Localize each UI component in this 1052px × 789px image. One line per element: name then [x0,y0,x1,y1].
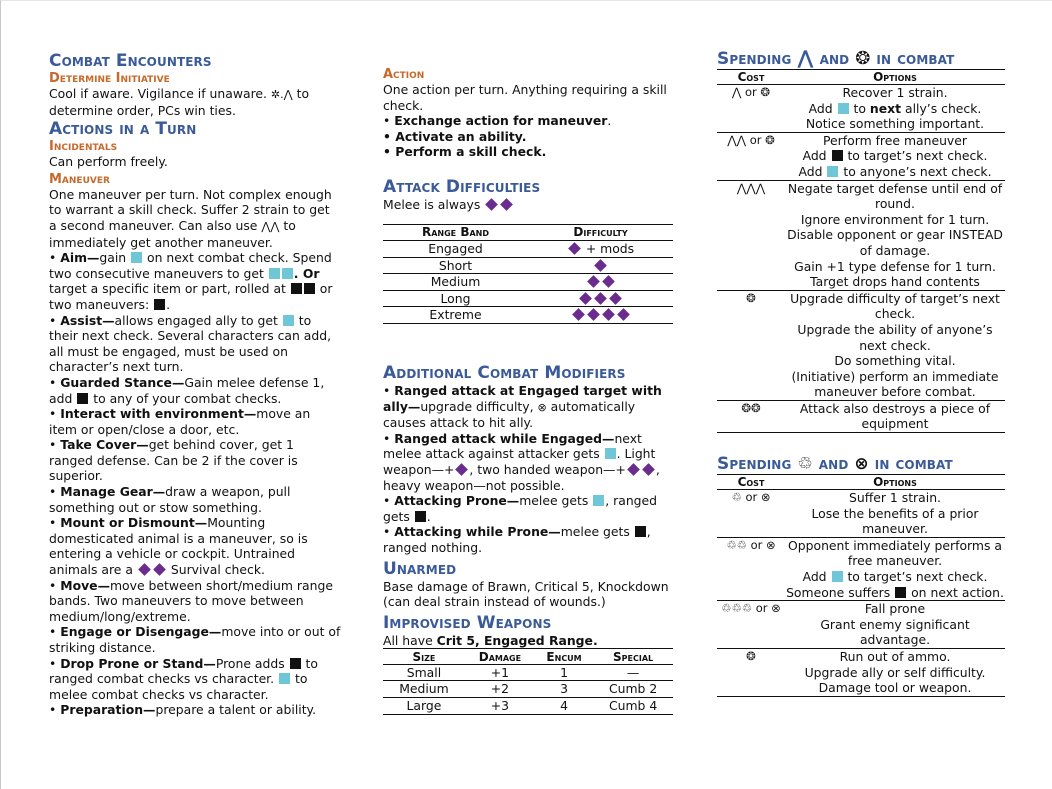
table-row: Engaged + mods [383,241,673,258]
boost-die-icon [827,166,838,177]
range-difficulty-table [383,224,673,324]
boost-die-icon [279,673,290,684]
title-spending-advantage-triumph: Spending ⋀ and ❂ in combat [717,47,955,69]
improvised-text: All have Crit 5, Engaged Range. [383,632,598,648]
difficulty-die-icon [579,292,592,305]
difficulty-die-icon [572,309,585,322]
despair-icon: ⊗ [537,400,547,414]
header-options: Options [785,70,1005,85]
heading-incidentals: Incidentals [49,139,118,155]
title-combat-encounters: Combat Encounters [49,51,212,71]
success-advantage-icon: ✲.⋀ [270,88,293,101]
header-special: Special [613,649,654,664]
table-row: ⋀⋀ or ❂ Perform free maneuver Add to target’s next check. Add to anyone’s next check. [717,132,1005,180]
cost-advantage-or-triumph: ⋀ or ❂ [731,85,771,99]
title-attack-difficulties: Attack Difficulties [383,176,541,197]
action-item-skill-check: • Perform a skill check. [383,144,547,160]
boost-die-icon [131,252,142,263]
header-options: Options [785,475,1005,490]
header-cost: Cost [717,70,785,85]
difficulty-die-icon [594,292,607,305]
boost-die-icon [605,448,616,459]
title-spending-threat-despair: Spending ♲ and ⊗ in combat [717,454,953,475]
maneuver-manage-gear: • Manage Gear—draw a weapon, pull something out or stow something. [49,484,291,515]
difficulty-die-icon [627,463,640,476]
maneuver-aim: • Aim—gain on next combat check. Spend two consecutive maneuvers to get . Or target a specific item or part, rolled at or two maneuvers: . [49,250,333,312]
difficulty-die-icon [456,463,469,476]
difficulty-die-icon [617,309,630,322]
maneuver-mount: • Mount or Dismount—Mounting domesticated animal is a maneuver, so is entering a vehicle or cockpit. Untrained animals are a Survival check. [49,515,308,578]
difficulty-die-icon [642,463,655,476]
header-difficulty: Difficulty [573,225,628,240]
cost-despair: ❂ [746,649,756,663]
header-cost: Cost [717,475,785,490]
column-left [49,52,341,718]
difficulty-die-icon [485,198,498,211]
boost-die-icon [282,268,293,279]
setback-die-icon [154,299,165,310]
difficulty-die-icon [594,259,607,272]
setback-die-icon [290,658,301,669]
cost-three-threat-or-despair: ♲♲♲ or ⊗ [721,601,781,616]
unarmed-text: Base damage of Brawn, Critical 5, Knockdown (can deal strain instead of wounds.) [383,578,669,610]
heading-determine-initiative: Determine Initiative [49,71,170,86]
difficulty-die-icon [587,309,600,322]
difficulty-die-icon [138,563,151,576]
header-encum: Encum [546,649,582,664]
boost-die-icon [838,103,849,114]
table-row: ♲ or ⊗ Suffer 1 strain. Lose the benefits of a prior maneuver. [717,490,1005,538]
header-range-band: Range Band [421,225,489,240]
advantage-icon: ⋀ [797,47,814,69]
title-unarmed: Unarmed [383,558,457,579]
initiative-text: Cool if aware. Vigilance if unaware. ✲.⋀ to determine order, PCs win ties. [49,86,310,118]
maneuver-take-cover: • Take Cover—get behind cover, get 1 ranged defense. Can be 2 if the cover is superior. [49,437,298,484]
difficulty-die-icon [587,275,600,288]
maneuver-intro: One maneuver per turn. Not complex enough to warrant a skill check. Suffer 2 strain to get a second maneuver. Can also use ⋀⋀ to immediately get another maneuver. [49,186,332,250]
difficulty-die-icon [153,563,166,576]
improvised-weapons-table [383,648,673,714]
title-actions-in-a-turn: Actions in a Turn [49,119,197,140]
setback-die-icon [304,283,315,294]
maneuver-guarded-stance: • Guarded Stance—Gain melee defense 1, add to any of your combat checks. [49,374,325,406]
action-text: One action per turn. Anything requiring a skill check. [383,82,667,113]
table-row: ♲♲ or ⊗ Opponent immediately performs a free maneuver. Add to target’s next check. Someone suffers on next action. [717,537,1005,600]
difficulty-die-icon [568,242,581,255]
header-damage: Damage [478,649,522,664]
advantage-icon: ⋀⋀ [261,219,280,233]
column-right [717,49,1005,697]
table-row: Small +1 1 — [383,664,673,681]
title-additional-modifiers: Additional Combat Modifiers [383,363,626,384]
setback-die-icon [415,511,426,522]
boost-die-icon [593,495,604,506]
modifier-ranged-engaged-ally: • Ranged attack at Engaged target with ally—upgrade difficulty, ⊗ automatically causes attack to hit ally. [383,383,662,431]
table-row: ❂❂ Attack also destroys a piece of equipment [717,400,1005,432]
maneuver-move: • Move—move between short/medium range bands. Two maneuvers to move between medium/long/extreme. [49,577,333,624]
setback-die-icon [77,393,88,404]
cost-two-threat-or-despair: ♲♲ or ⊗ [726,537,776,552]
table-row: Large +3 4 Cumb 4 [383,698,673,715]
setback-die-icon [291,283,302,294]
difficulty-die-icon [500,198,513,211]
column-middle [383,67,673,715]
spending-advantage-table [717,69,1005,433]
boost-die-icon [832,571,843,582]
spending-threat-table [717,474,1005,697]
boost-die-icon [269,268,280,279]
table-row: ❂ Run out of ammo. Upgrade ally or self difficulty. Damage tool or weapon. [717,649,1005,697]
action-item-exchange: • Exchange action for maneuver. [383,113,612,129]
table-row: Short [383,257,673,274]
setback-die-icon [895,587,906,598]
threat-icon: ♲ [797,454,813,475]
heading-action: Action [383,67,425,82]
difficulty-die-icon [602,309,615,322]
action-item-activate: • Activate an ability. [383,128,527,144]
heading-maneuver: Maneuver [49,171,110,187]
boost-die-icon [283,315,294,326]
difficulty-die-icon [602,275,615,288]
modifier-ranged-while-engaged: • Ranged attack while Engaged—next melee attack against attacker gets . Light weapon—+ , two handed weapon—+ , heavy weapon—not possible. [383,430,660,493]
cost-threat-or-despair: ♲ or ⊗ [731,490,771,505]
maneuver-drop-prone: • Drop Prone or Stand—Prone adds to ranged combat checks vs character. to melee combat checks vs character. [49,655,318,702]
melee-text: Melee is always [383,197,673,213]
table-row: ⋀⋀⋀ Negate target defense until end of round. Ignore environment for 1 turn. Disable opponent or gear INSTEAD of damage. Gain +1 type defense for 1 turn. Target drops hand contents [717,180,1005,290]
table-row: ❂ Upgrade difficulty of target’s next check. Upgrade the ability of anyone’s next check. Do something vital. (Initiative) perform an immediate maneuver before combat. [717,290,1005,400]
header-size: Size [412,649,436,664]
table-row: Long [383,290,673,307]
table-row: ♲♲♲ or ⊗ Fall prone Grant enemy significant advantage. [717,601,1005,649]
table-row: Extreme [383,307,673,324]
maneuver-engage: • Engage or Disengage—move into or out of striking distance. [49,624,341,655]
cost-three-advantage: ⋀⋀⋀ [736,180,766,195]
difficulty-die-icon [609,292,622,305]
maneuver-preparation: • Preparation—prepare a talent or ability. [49,702,317,718]
cost-triumph: ❂ [746,290,756,305]
table-row: Medium [383,274,673,291]
table-row: Medium +2 3 Cumb 2 [383,681,673,698]
maneuver-assist: • Assist—allows engaged ally to get to their next check. Several characters can add, all must be engaged, must be used on character’s next turn. [49,312,332,375]
setback-die-icon [635,526,646,537]
maneuver-interact: • Interact with environment—move an item or open/close a door, etc. [49,406,311,437]
modifier-attacking-while-prone: • Attacking while Prone—melee gets , ranged nothing. [383,524,651,555]
setback-die-icon [832,150,843,161]
cost-two-advantage-or-triumph: ⋀⋀ or ❂ [727,132,775,147]
modifier-attacking-prone: • Attacking Prone—melee gets , ranged gets . [383,493,658,524]
triumph-icon: ❂ [855,48,871,69]
title-improvised-weapons: Improvised Weapons [383,612,552,633]
despair-icon: ⊗ [854,454,869,475]
cost-two-triumph: ❂❂ [741,400,761,415]
table-row: ⋀ or ❂ Recover 1 strain. Add to next ally’s check. Notice something important. [717,85,1005,133]
incidentals-text: Can perform freely. [49,154,168,170]
